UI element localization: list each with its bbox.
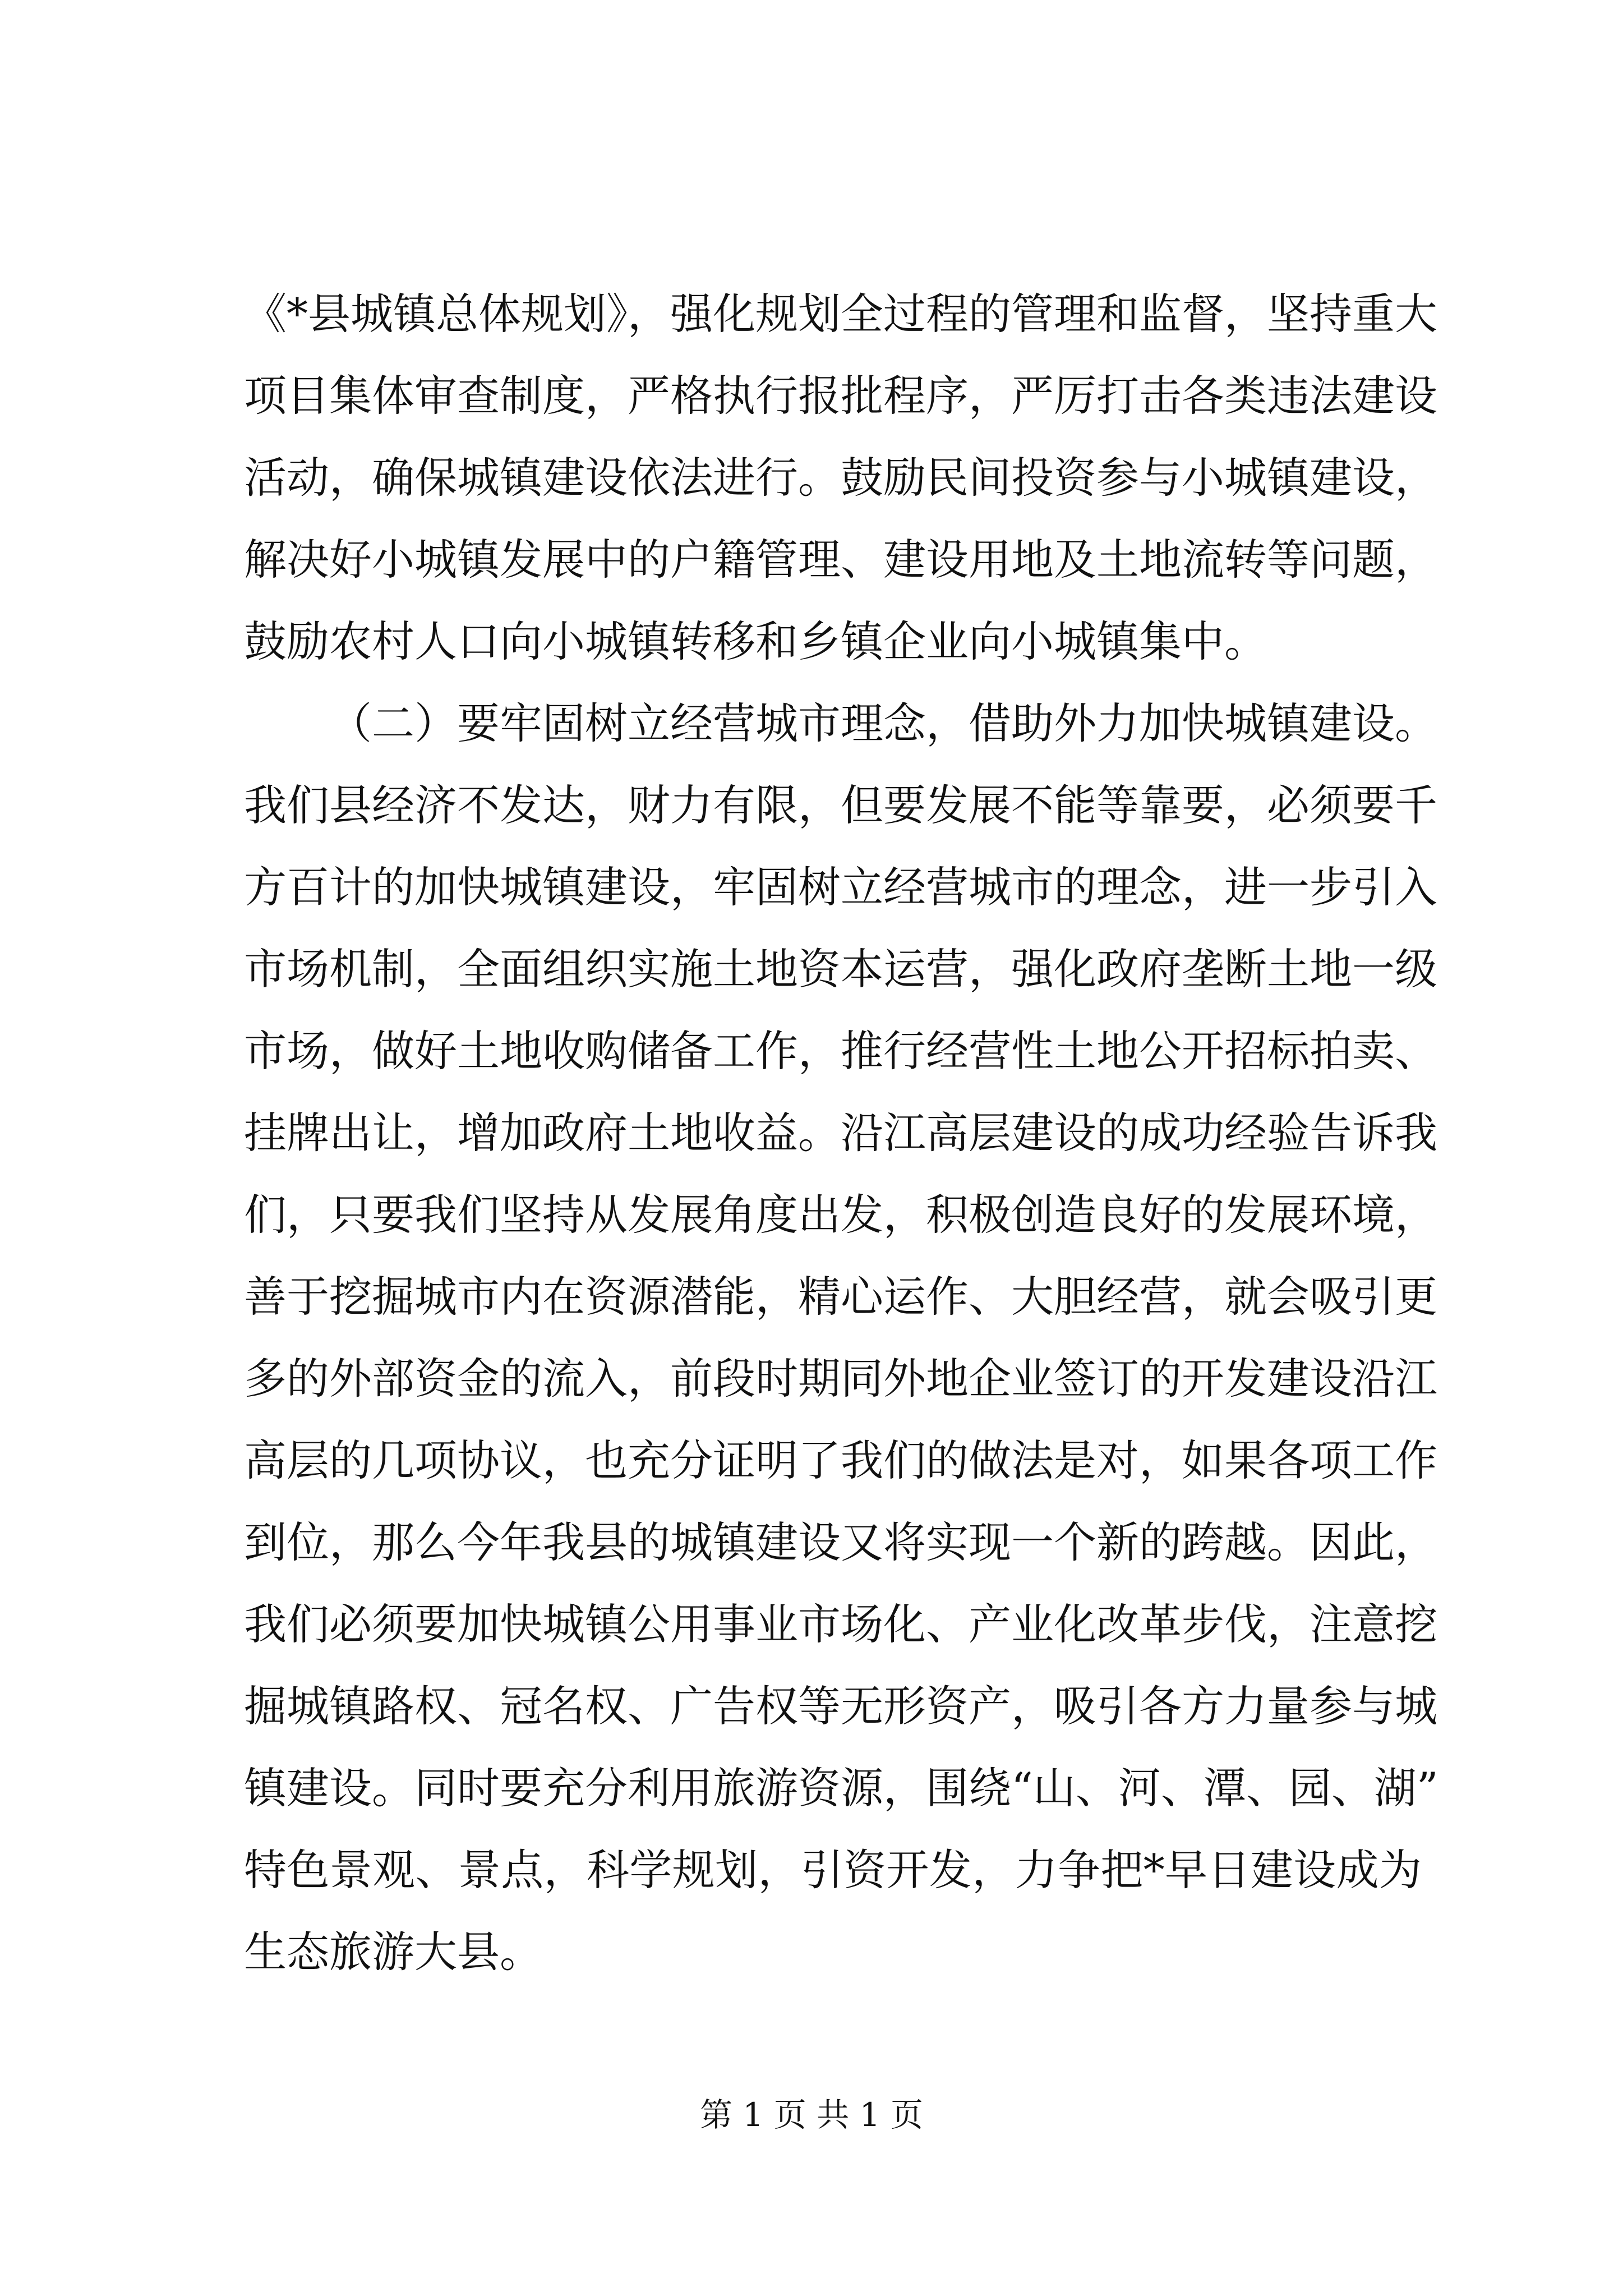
text-line-10: 市场，做好土地收购储备工作，推行经营性土地公开招标拍卖、 bbox=[244, 1026, 1437, 1076]
text-line-9: 市场机制，全面组织实施土地资本运营，强化政府垄断土地一级 bbox=[244, 944, 1437, 994]
text-line-17: 我们必须要加快城镇公用事业市场化、产业化改革步伐，注意挖 bbox=[244, 1599, 1437, 1649]
text-line-7: 我们县经济不发达，财力有限，但要发展不能等靠要，必须要千 bbox=[244, 780, 1437, 830]
text-line-5: 鼓励农村人口向小城镇转移和乡镇企业向小城镇集中。 bbox=[244, 616, 1267, 666]
text-line-4: 解决好小城镇发展中的户籍管理、建设用地及土地流转等问题， bbox=[244, 535, 1437, 585]
text-line-15: 高层的几项协议，也充分证明了我们的做法是对，如果各项工作 bbox=[244, 1435, 1437, 1485]
text-line-21: 生态旅游大县。 bbox=[244, 1927, 542, 1977]
text-line-13: 善于挖掘城市内在资源潜能，精心运作、大胆经营，就会吸引更 bbox=[244, 1272, 1437, 1322]
text-line-18: 掘城镇路权、冠名权、广告权等无形资产，吸引各方力量参与城 bbox=[244, 1681, 1437, 1731]
text-line-20: 特色景观、景点，科学规划，引资开发，力争把*早日建设成为 bbox=[244, 1845, 1422, 1895]
page-number-footer: 第 1 页 共 1 页 bbox=[700, 2096, 923, 2134]
section-heading-2: （二）要牢固树立经营城市理念，借助外力加快城镇建设。 bbox=[329, 698, 1437, 748]
text-line-12: 们，只要我们坚持从发展角度出发，积极创造良好的发展环境， bbox=[244, 1190, 1437, 1240]
text-line-3: 活动，确保城镇建设依法进行。鼓励民间投资参与小城镇建设， bbox=[244, 453, 1437, 503]
text-line-14: 多的外部资金的流入，前段时期同外地企业签订的开发建设沿江 bbox=[244, 1354, 1437, 1404]
text-line-19: 镇建设。同时要充分利用旅游资源，围绕“山、河、潭、园、湖” bbox=[244, 1763, 1438, 1813]
text-line-11: 挂牌出让，增加政府土地收益。沿江高层建设的成功经验告诉我 bbox=[244, 1108, 1437, 1158]
text-line-16: 到位，那么今年我县的城镇建设又将实现一个新的跨越。因此， bbox=[244, 1517, 1437, 1567]
text-line-1: 《*县城镇总体规划》，强化规划全过程的管理和监督，坚持重大 bbox=[244, 289, 1437, 339]
text-line-2: 项目集体审查制度，严格执行报批程序，严厉打击各类违法建设 bbox=[244, 371, 1437, 421]
text-line-8: 方百计的加快城镇建设，牢固树立经营城市的理念，进一步引入 bbox=[244, 862, 1437, 912]
